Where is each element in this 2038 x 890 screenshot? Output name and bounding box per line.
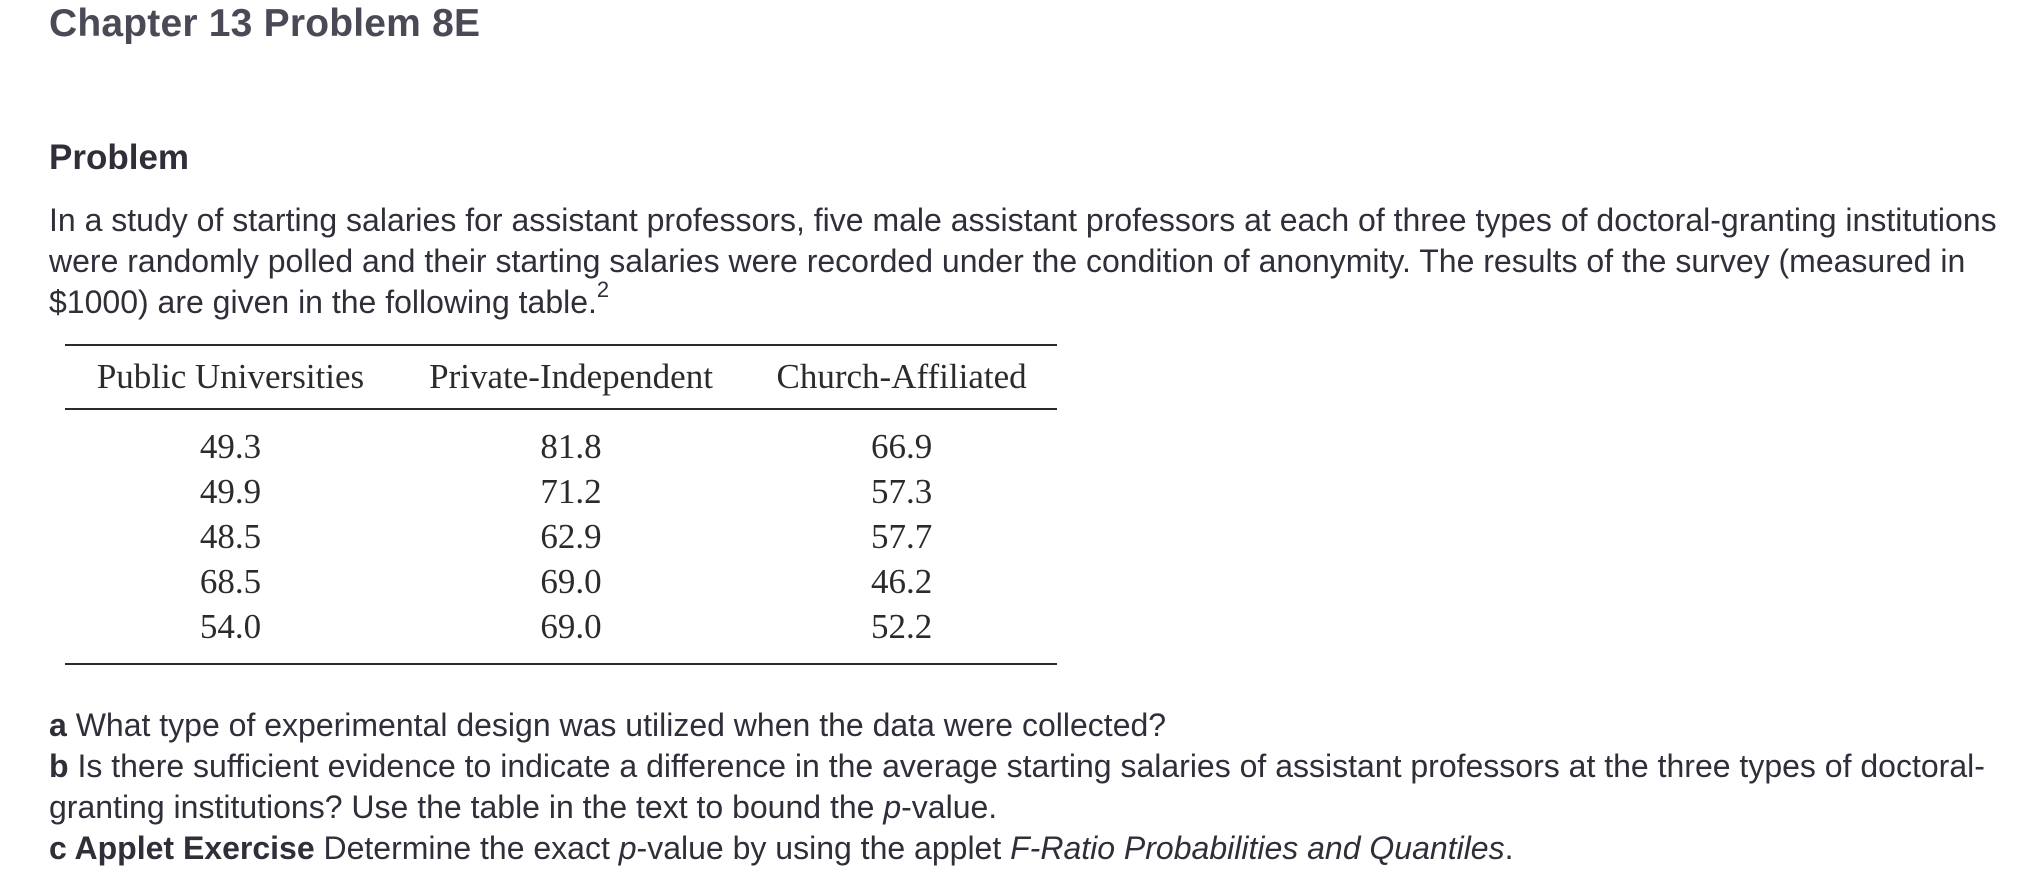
question-a-letter: a (49, 707, 67, 743)
table-row (65, 604, 1057, 664)
column-header-public: Public Universities (96, 357, 365, 396)
question-c (49, 828, 2009, 869)
question-c-text: Determine the exact (323, 830, 619, 866)
table-cell: 57.3 (870, 471, 933, 511)
table-cell: 49.9 (199, 471, 262, 511)
table-cell: 69.0 (540, 561, 602, 601)
questions-list (49, 705, 2009, 869)
question-c-text-middle: -value by using the applet (636, 830, 1011, 866)
table-row (65, 514, 1057, 559)
column-header-private: Private-Independent (429, 357, 713, 396)
footnote-marker: 2 (596, 277, 610, 303)
question-c-label: c Applet Exercise (49, 830, 315, 866)
applet-name: F-Ratio Probabilities and Quantiles (1010, 830, 1505, 866)
question-b (49, 746, 2009, 828)
table-cell: 71.2 (540, 471, 602, 511)
table-row (65, 409, 1057, 469)
table-cell: 54.0 (199, 606, 262, 646)
question-c-text-end: . (1504, 830, 1514, 866)
question-b-letter: b (49, 748, 69, 784)
table-cell: 69.0 (540, 606, 602, 646)
page-title: Chapter 13 Problem 8E (49, 2, 481, 45)
problem-statement (49, 200, 2009, 323)
question-b-text: Is there sufficient evidence to indicate a difference in the average starting salaries of assistant professors at the three types of doctoral-granting institutions? Use the table in the text to bound the (49, 748, 1985, 825)
table-cell: 48.5 (199, 516, 262, 556)
column-header-church: Church-Affiliated (776, 357, 1027, 396)
problem-heading: Problem (49, 138, 190, 177)
table-cell: 46.2 (870, 561, 933, 601)
table-cell: 68.5 (199, 561, 262, 601)
table-cell: 81.8 (540, 426, 602, 466)
question-c-p-italic: p (618, 830, 637, 866)
question-b-text-end: -value. (901, 789, 998, 825)
table-cell: 62.9 (540, 516, 602, 556)
table-cell: 66.9 (870, 426, 933, 466)
table-cell: 49.3 (199, 426, 262, 466)
problem-statement-text: In a study of starting salaries for assistant professors, five male assistant professors at each of three types of doctoral-granting institutions were randomly polled and their starting salaries were recorded under the condition of anonymity. The results of the survey (measured in $1000) are given in the following table. (49, 202, 1997, 320)
question-a-text: What type of experimental design was utilized when the data were collected? (75, 707, 1167, 743)
table-row (65, 559, 1057, 604)
table-row (65, 469, 1057, 514)
table-header-row (65, 345, 1057, 409)
table-cell: 57.7 (870, 516, 933, 556)
table-cell: 52.2 (870, 606, 933, 646)
question-b-p-italic: p (883, 789, 902, 825)
salary-table (65, 344, 1057, 665)
question-a (49, 705, 2009, 746)
